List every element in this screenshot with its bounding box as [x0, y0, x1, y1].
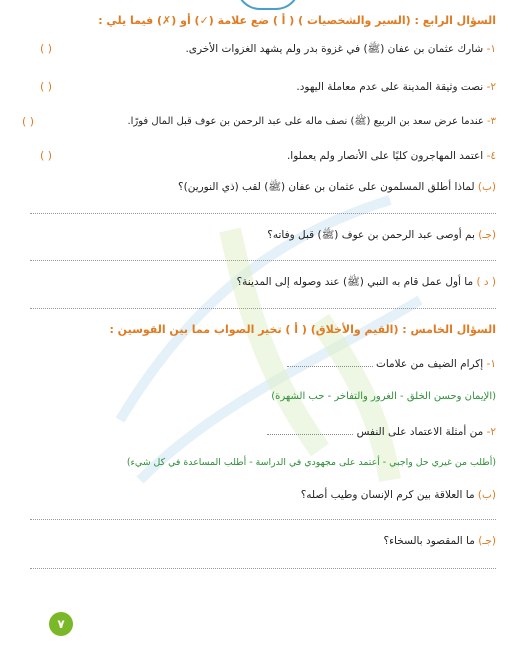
q4-b-text: لماذا أطلق المسلمون على عثمان بن عفان (ﷺ) لقب (ذي النورين)؟ [178, 181, 475, 193]
q4-b [30, 180, 496, 194]
q4-item-2-num: ٢- [486, 81, 496, 93]
q5-item-2 [30, 424, 496, 439]
q4-item-3-text: عندما عرض سعد بن الربيع (ﷺ) نصف ماله على عبد الرحمن بن عوف قبل المال فورًا. [127, 116, 484, 127]
q5-item-2-text: من أمثلة الاعتماد على النفس [356, 426, 484, 438]
q4-item-1-num: ١- [486, 43, 496, 55]
q4-c [30, 228, 496, 242]
q5-item-1-blank[interactable] [287, 356, 373, 367]
q4-item-3-answer[interactable]: ( ) [22, 115, 35, 128]
q4-item-1-text: شارك عثمان بن عفان (ﷺ) في غزوة بدر ولم يشهد الغزوات الأخرى. [185, 43, 484, 55]
q4-item-3-num: ٣- [487, 116, 496, 127]
q5-c [30, 534, 496, 548]
q4-item-2-text: نصت وثيقة المدينة على عدم معاملة اليهود. [296, 81, 484, 93]
q5-b [30, 488, 496, 502]
q4-item-4-num: ٤- [486, 150, 496, 162]
page-number: ٧ [49, 612, 73, 636]
q5-c-answer-line[interactable] [30, 568, 496, 569]
q5-item-1-text: إكرام الضيف من علامات [375, 358, 484, 370]
q4-b-letter: (ب) [477, 181, 496, 193]
q5-item-2-choices: (أطلب من غيري حل واجبي - أعتمد على مجهودي في الدراسة - أطلب المساعدة في كل شيء) [126, 457, 496, 468]
q4-c-text: بم أوصى عبد الرحمن بن عوف (ﷺ) قبل وفاته؟ [267, 229, 475, 241]
q5-c-letter: (جـ) [478, 535, 496, 547]
q4-b-answer-line[interactable] [30, 213, 496, 214]
q4-d [30, 275, 496, 289]
q4-item-4-answer[interactable]: ( ) [40, 149, 53, 162]
q5-item-1-choices: (الإيمان وحسن الخلق - الغرور والتفاخر - حب الشهرة) [271, 391, 496, 402]
q4-item-1-answer[interactable]: ( ) [40, 42, 53, 55]
q4-item-3 [30, 115, 496, 129]
q5-c-text: ما المقصود بالسخاء؟ [383, 535, 475, 547]
q4-item-4-text: اعتمد المهاجرون كليًا على الأنصار ولم يعملوا. [286, 150, 484, 162]
q5-item-2-num: ٢- [486, 426, 496, 438]
q5-b-letter: (ب) [477, 489, 496, 501]
q4-title: السؤال الرابع : (السير والشخصيات ) ( أ ) ضع علامة (✓) أو (✗) فيما يلي : [98, 14, 496, 27]
q4-c-letter: (جـ) [478, 229, 496, 241]
q5-b-text: ما العلاقة بين كرم الإنسان وطيب أصله؟ [300, 489, 475, 501]
q4-d-text: ما أول عمل قام به النبي (ﷺ) عند وصوله إلى المدينة؟ [236, 276, 474, 288]
q4-d-letter: ( د ) [476, 276, 496, 288]
q4-item-2-answer[interactable]: ( ) [40, 80, 53, 93]
q5-item-2-blank[interactable] [267, 424, 353, 435]
q5-item-1 [30, 356, 496, 371]
q4-c-answer-line[interactable] [30, 260, 496, 261]
q5-title: السؤال الخامس : (القيم والأخلاق) ( أ ) تخير الصواب مما بين القوسين : [109, 323, 496, 336]
q4-d-answer-line[interactable] [30, 308, 496, 309]
header-decoration [236, 0, 300, 10]
q5-item-1-num: ١- [486, 358, 496, 370]
q5-b-answer-line[interactable] [30, 519, 496, 520]
